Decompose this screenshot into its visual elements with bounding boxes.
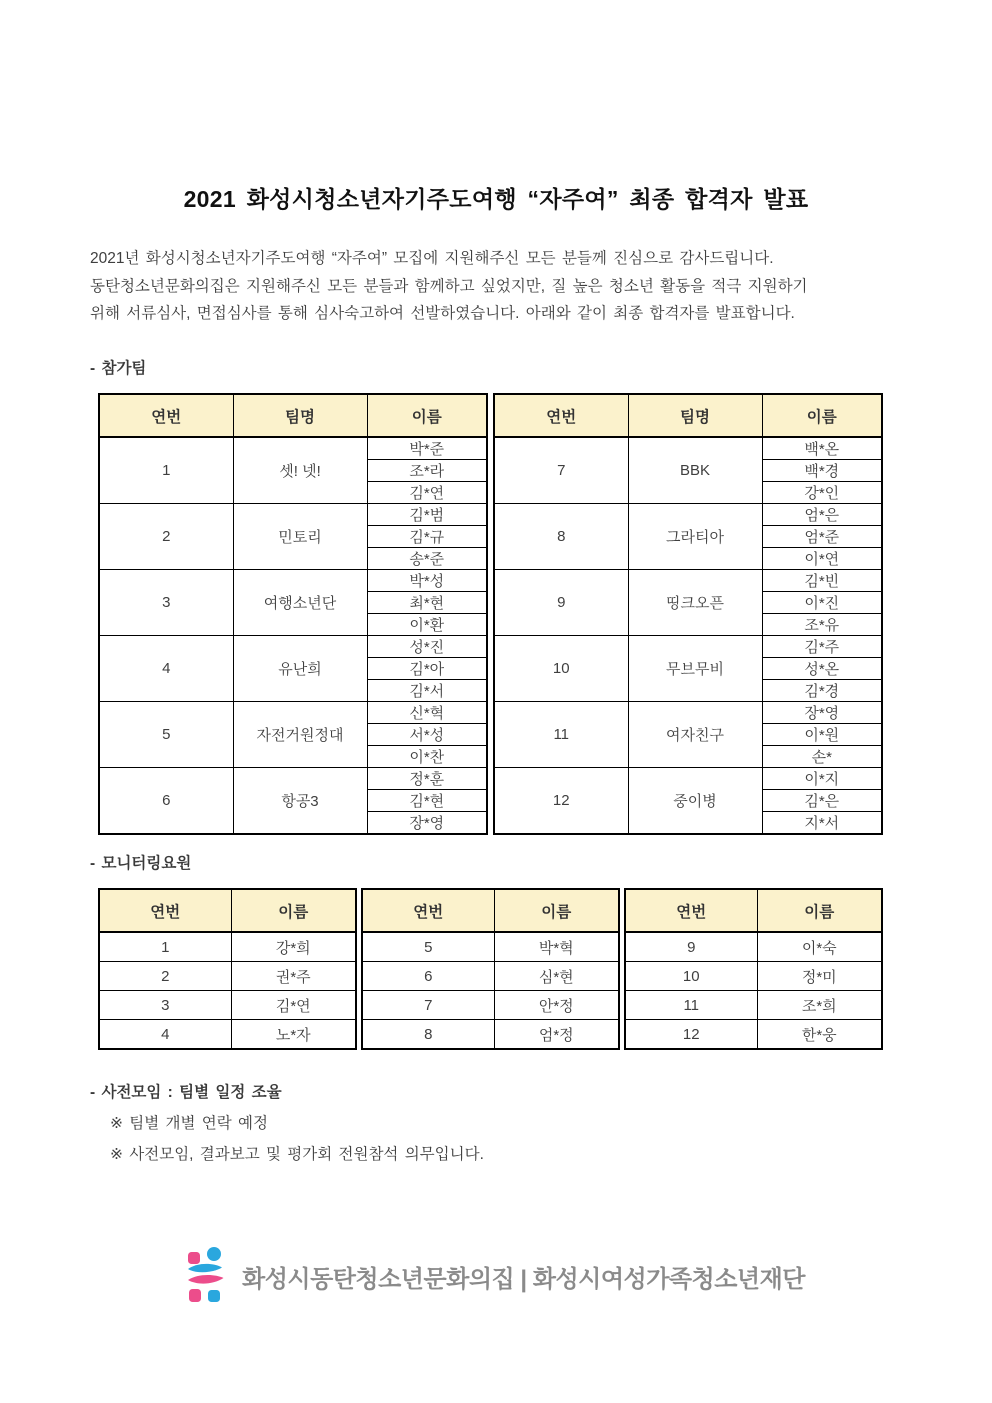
team-name-cell: 띵크오픈 xyxy=(628,570,762,636)
monitor-row xyxy=(625,1020,882,1050)
monitor-row xyxy=(625,991,882,1020)
column-header: 이름 xyxy=(231,889,356,932)
member-name-cell: 이*환 xyxy=(367,614,487,636)
monitor-name-cell: 강*희 xyxy=(231,932,356,962)
monitor-no-cell: 12 xyxy=(625,1020,757,1050)
monitor-row xyxy=(362,991,619,1020)
team-name-cell: 유난희 xyxy=(233,636,367,702)
team-name-cell: 그라티아 xyxy=(628,504,762,570)
column-header: 이름 xyxy=(367,394,487,437)
team-no-cell: 11 xyxy=(494,702,628,768)
member-name-cell: 백*온 xyxy=(762,437,882,460)
page-title: 2021 화성시청소년자기주도여행 “자주여” 최종 합격자 발표 xyxy=(183,186,809,212)
member-row xyxy=(99,768,487,790)
member-name-cell: 정*훈 xyxy=(367,768,487,790)
member-name-cell: 김*연 xyxy=(367,482,487,504)
member-name-cell: 강*인 xyxy=(762,482,882,504)
monitors-heading: - 모니터링요원 xyxy=(90,855,192,872)
team-name-cell: 무브무비 xyxy=(628,636,762,702)
team-no-cell: 10 xyxy=(494,636,628,702)
column-header: 이름 xyxy=(494,889,619,932)
member-name-cell: 성*진 xyxy=(367,636,487,658)
member-name-cell: 김*빈 xyxy=(762,570,882,592)
monitor-name-cell: 정*미 xyxy=(757,962,882,991)
team-no-cell: 9 xyxy=(494,570,628,636)
team-name-cell: 여행소년단 xyxy=(233,570,367,636)
member-name-cell: 조*유 xyxy=(762,614,882,636)
monitor-row xyxy=(362,1020,619,1050)
member-name-cell: 이*진 xyxy=(762,592,882,614)
intro-line: 위해 서류심사, 면접심사를 통해 심사숙고하여 선발하였습니다. 아래와 같이 최종 합격자를 발표합니다. xyxy=(90,305,795,322)
footer xyxy=(0,1247,992,1305)
team-no-cell: 4 xyxy=(99,636,233,702)
member-row xyxy=(494,504,882,526)
team-no-cell: 6 xyxy=(99,768,233,835)
participants-tables xyxy=(98,393,883,835)
monitors-table-1 xyxy=(98,888,357,1050)
member-name-cell: 엄*은 xyxy=(762,504,882,526)
monitor-row xyxy=(625,962,882,991)
member-name-cell: 김*주 xyxy=(762,636,882,658)
team-no-cell: 5 xyxy=(99,702,233,768)
monitor-no-cell: 4 xyxy=(99,1020,231,1050)
monitor-row xyxy=(99,991,356,1020)
team-name-cell: 항공3 xyxy=(233,768,367,835)
column-header: 연번 xyxy=(99,889,231,932)
member-row xyxy=(494,570,882,592)
member-name-cell: 지*서 xyxy=(762,812,882,835)
team-no-cell: 1 xyxy=(99,437,233,504)
monitors-tables xyxy=(98,888,883,1050)
member-name-cell: 이*찬 xyxy=(367,746,487,768)
column-header: 연번 xyxy=(362,889,494,932)
member-name-cell: 송*준 xyxy=(367,548,487,570)
member-row xyxy=(494,702,882,724)
team-name-cell: 여자친구 xyxy=(628,702,762,768)
member-row xyxy=(494,437,882,460)
member-name-cell: 손* xyxy=(762,746,882,768)
member-name-cell: 이*원 xyxy=(762,724,882,746)
member-name-cell: 김*아 xyxy=(367,658,487,680)
team-no-cell: 2 xyxy=(99,504,233,570)
monitor-name-cell: 권*주 xyxy=(231,962,356,991)
monitor-name-cell: 조*희 xyxy=(757,991,882,1020)
monitor-no-cell: 7 xyxy=(362,991,494,1020)
member-row xyxy=(99,504,487,526)
team-no-cell: 12 xyxy=(494,768,628,835)
premeeting-section xyxy=(90,1080,484,1175)
column-header: 이름 xyxy=(757,889,882,932)
member-name-cell: 이*연 xyxy=(762,548,882,570)
team-no-cell: 7 xyxy=(494,437,628,504)
member-name-cell: 김*서 xyxy=(367,680,487,702)
monitor-no-cell: 3 xyxy=(99,991,231,1020)
monitor-name-cell: 김*연 xyxy=(231,991,356,1020)
member-name-cell: 박*성 xyxy=(367,570,487,592)
monitors-table-2 xyxy=(361,888,620,1050)
monitor-row xyxy=(99,932,356,962)
monitor-name-cell: 심*현 xyxy=(494,962,619,991)
team-name-cell: 중이병 xyxy=(628,768,762,835)
team-name-cell: 셋! 넷! xyxy=(233,437,367,504)
member-name-cell: 성*온 xyxy=(762,658,882,680)
member-name-cell: 신*혁 xyxy=(367,702,487,724)
monitor-name-cell: 엄*정 xyxy=(494,1020,619,1050)
member-name-cell: 장*영 xyxy=(367,812,487,835)
premeeting-note: ※ 사전모임, 결과보고 및 평가회 전원참석 의무입니다. xyxy=(110,1146,484,1163)
monitor-no-cell: 6 xyxy=(362,962,494,991)
member-row xyxy=(99,636,487,658)
monitor-row xyxy=(362,932,619,962)
member-name-cell: 박*준 xyxy=(367,437,487,460)
monitor-no-cell: 5 xyxy=(362,932,494,962)
column-header: 팀명 xyxy=(233,394,367,437)
member-name-cell: 김*규 xyxy=(367,526,487,548)
monitor-no-cell: 11 xyxy=(625,991,757,1020)
member-name-cell: 최*현 xyxy=(367,592,487,614)
member-name-cell: 김*현 xyxy=(367,790,487,812)
member-name-cell: 김*범 xyxy=(367,504,487,526)
monitor-name-cell: 한*웅 xyxy=(757,1020,882,1050)
column-header: 연번 xyxy=(494,394,628,437)
monitor-no-cell: 1 xyxy=(99,932,231,962)
member-name-cell: 김*은 xyxy=(762,790,882,812)
member-row xyxy=(99,702,487,724)
team-name-cell: 민토리 xyxy=(233,504,367,570)
intro-paragraph xyxy=(90,245,914,328)
participants-heading: - 참가팀 xyxy=(90,360,147,377)
column-header: 팀명 xyxy=(628,394,762,437)
monitor-no-cell: 9 xyxy=(625,932,757,962)
team-name-cell: BBK xyxy=(628,437,762,504)
member-name-cell: 백*경 xyxy=(762,460,882,482)
monitor-row xyxy=(362,962,619,991)
monitor-row xyxy=(625,932,882,962)
intro-line: 2021년 화성시청소년자기주도여행 “자주여” 모집에 지원해주신 모든 분들께 진심으로 감사드립니다. xyxy=(90,250,774,267)
participants-table-left xyxy=(98,393,488,835)
org-logo-icon xyxy=(187,1247,229,1305)
monitor-name-cell: 이*숙 xyxy=(757,932,882,962)
monitor-no-cell: 8 xyxy=(362,1020,494,1050)
member-name-cell: 이*지 xyxy=(762,768,882,790)
org-name: 화성시동탄청소년문화의집 | 화성시여성가족청소년재단 xyxy=(242,1265,805,1293)
team-name-cell: 자전거원정대 xyxy=(233,702,367,768)
column-header: 연번 xyxy=(625,889,757,932)
team-no-cell: 8 xyxy=(494,504,628,570)
member-name-cell: 조*라 xyxy=(367,460,487,482)
member-name-cell: 김*경 xyxy=(762,680,882,702)
column-header: 이름 xyxy=(762,394,882,437)
member-name-cell: 장*영 xyxy=(762,702,882,724)
member-row xyxy=(494,636,882,658)
member-row xyxy=(99,570,487,592)
monitor-name-cell: 박*혁 xyxy=(494,932,619,962)
column-header: 연번 xyxy=(99,394,233,437)
premeeting-heading: - 사전모임 : 팀별 일정 조율 xyxy=(90,1084,282,1101)
member-row xyxy=(99,437,487,460)
intro-line: 동탄청소년문화의집은 지원해주신 모든 분들과 함께하고 싶었지만, 질 높은 청소년 활동을 적극 지원하기 xyxy=(90,277,808,295)
monitor-name-cell: 노*자 xyxy=(231,1020,356,1050)
monitor-name-cell: 안*정 xyxy=(494,991,619,1020)
monitor-row xyxy=(99,962,356,991)
member-name-cell: 엄*준 xyxy=(762,526,882,548)
team-no-cell: 3 xyxy=(99,570,233,636)
monitor-no-cell: 2 xyxy=(99,962,231,991)
member-name-cell: 서*성 xyxy=(367,724,487,746)
premeeting-note: ※ 팀별 개별 연락 예정 xyxy=(110,1115,268,1132)
monitor-row xyxy=(99,1020,356,1050)
participants-table-right xyxy=(493,393,883,835)
monitors-table-3 xyxy=(624,888,883,1050)
member-row xyxy=(494,768,882,790)
monitor-no-cell: 10 xyxy=(625,962,757,991)
